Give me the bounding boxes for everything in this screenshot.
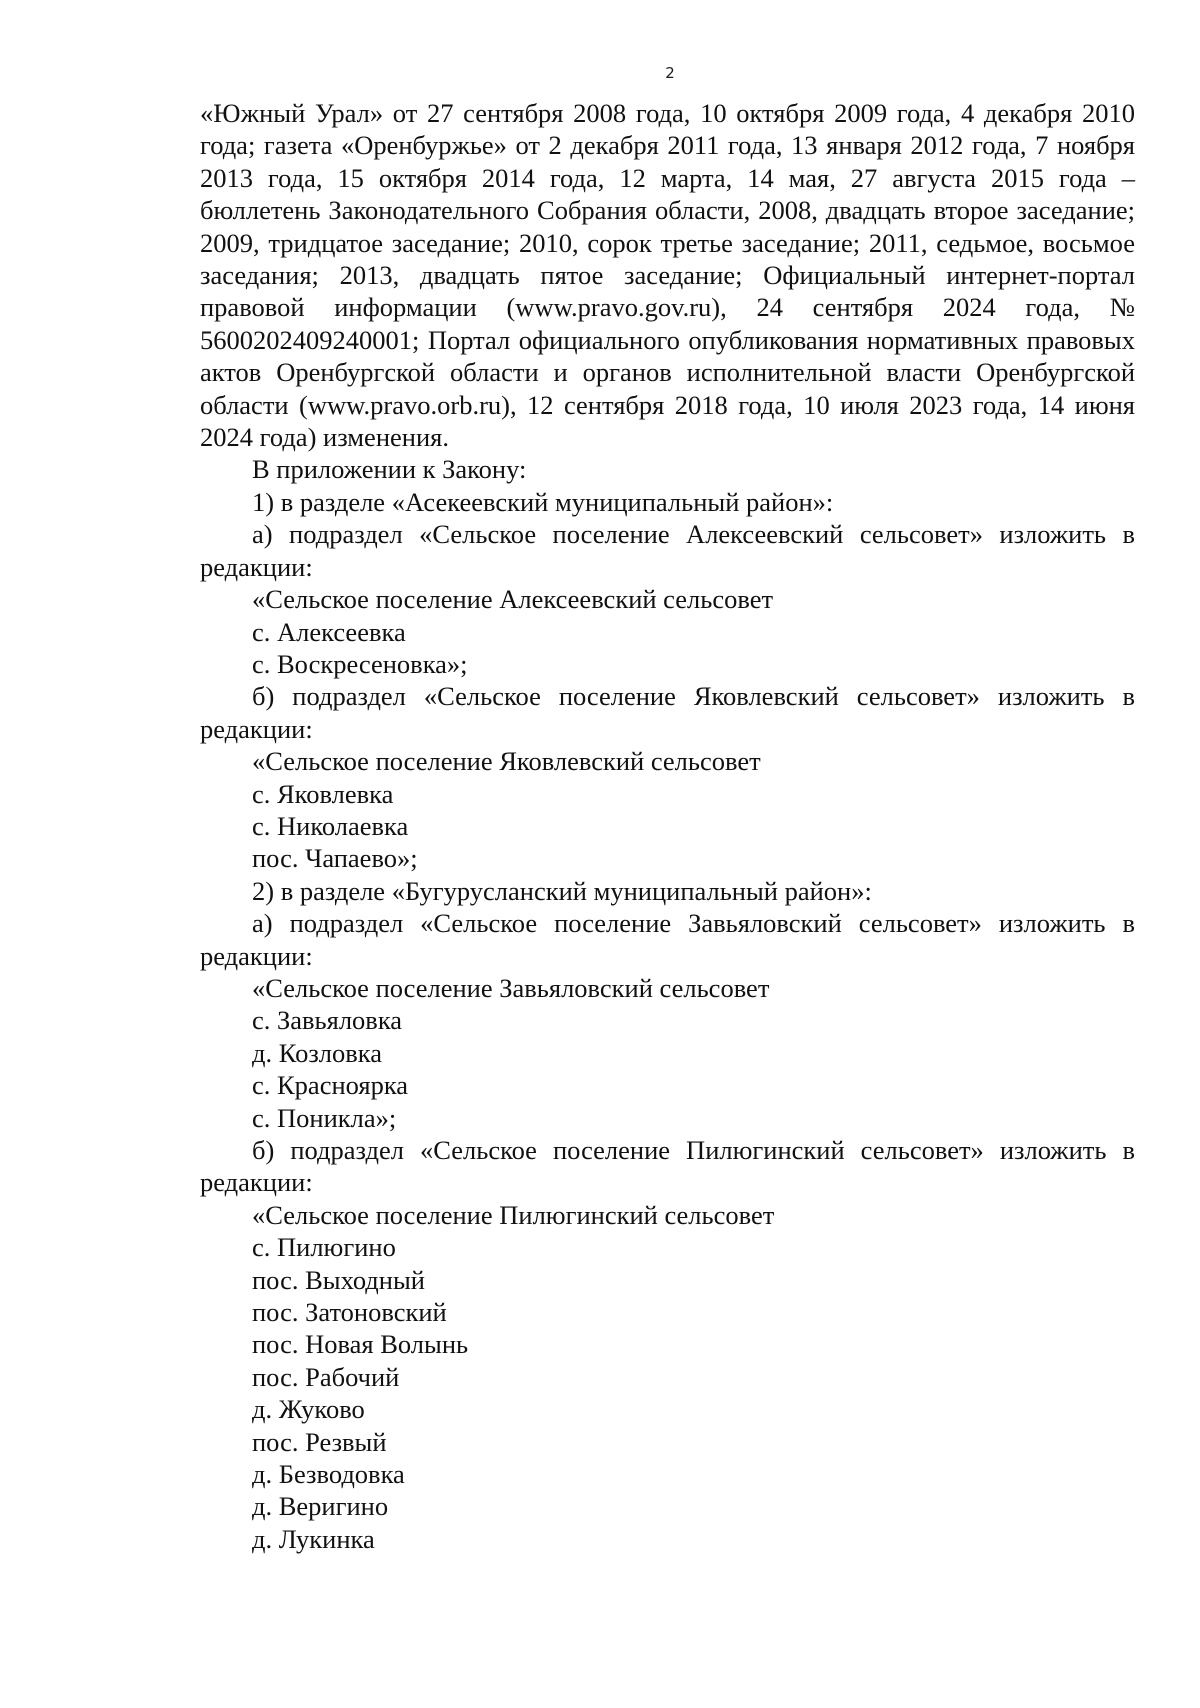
list-item: с. Яковлевка (252, 778, 394, 809)
list-item: пос. Выходный (252, 1264, 425, 1295)
section-2-sub-a-list (200, 972, 1135, 1134)
list-item: с. Завьяловка (252, 1005, 403, 1036)
list-item: с. Пилюгино (252, 1232, 396, 1263)
section-2-heading: 2) в разделе «Бугурусланский муниципальный район»: (252, 875, 872, 906)
list-item: д. Лукинка (252, 1523, 375, 1554)
list-item: «Сельское поселение Завьяловский сельсовет (252, 972, 770, 1003)
list-item: с. Поникла»; (252, 1102, 397, 1133)
list-item: д. Жуково (252, 1394, 365, 1425)
page-number: 2 (665, 64, 675, 82)
list-item: «Сельское поселение Яковлевский сельсовет (252, 746, 761, 777)
section-1-sub-a-list (200, 583, 1135, 680)
section-1-heading: 1) в разделе «Асекеевский муниципальный район»: (252, 486, 834, 517)
list-item: «Сельское поселение Пилюгинский сельсовет (252, 1199, 775, 1230)
list-item: с. Красноярка (252, 1070, 409, 1101)
list-item: пос. Затоновский (252, 1297, 447, 1328)
list-item: пос. Резвый (252, 1426, 387, 1457)
list-item: д. Безводовка (252, 1459, 405, 1490)
document-body (200, 97, 1135, 1555)
list-item: д. Веригино (252, 1491, 389, 1522)
list-item: д. Козловка (252, 1037, 383, 1068)
section-1-sub-a: а) подраздел «Сельское поселение Алексеевский сельсовет» изложить в редакции: (200, 519, 1135, 582)
list-item: пос. Новая Волынь (252, 1329, 469, 1360)
section-1-sub-b-list (200, 745, 1135, 875)
intro-line: В приложении к Закону: (252, 454, 527, 485)
list-item: с. Алексеевка (252, 616, 406, 647)
list-item: пос. Рабочий (252, 1361, 400, 1392)
section-2-sub-b-list (200, 1199, 1135, 1555)
list-item: пос. Чапаево»; (252, 843, 418, 874)
list-item: с. Николаевка (252, 810, 409, 841)
section-2-sub-a: а) подраздел «Сельское поселение Завьяловский сельсовет» изложить в редакции: (200, 908, 1135, 971)
list-item: с. Воскресеновка»; (252, 648, 468, 679)
section-1-sub-b: б) подраздел «Сельское поселение Яковлевский сельсовет» изложить в редакции: (200, 681, 1135, 744)
list-item: «Сельское поселение Алексеевский сельсовет (252, 584, 774, 615)
opening-paragraph: «Южный Урал» от 27 сентября 2008 года, 10 октября 2009 года, 4 декабря 2010 года; газета «Оренбуржье» от 2 декабря 2011 года, 13 января 2012 года, 7 ноября 2013 года, 15 октября 2014 года, 12 марта, 14 мая, 27 августа 2015 года – бюллетень Законодательного Собрания области, 2008, двадцать второе заседание; 2009, тридцатое заседание; 2010, сорок третье заседание; 2011, седьмое, восьмое заседания; 2013, двадцать пятое заседание; Официальный интернет-портал правовой информации (www.pravo.gov.ru), 24 сентября 2024 года, № 5600202409240001; Портал официального опубликования нормативных правовых актов Оренбургской области и органов исполнительной власти Оренбургской области (www.pravo.orb.ru), 12 сентября 2018 года, 10 июля 2023 года, 14 июня 2024 года) изменения. (200, 98, 1135, 453)
section-2-sub-b: б) подраздел «Сельское поселение Пилюгинский сельсовет» изложить в редакции: (200, 1135, 1135, 1198)
